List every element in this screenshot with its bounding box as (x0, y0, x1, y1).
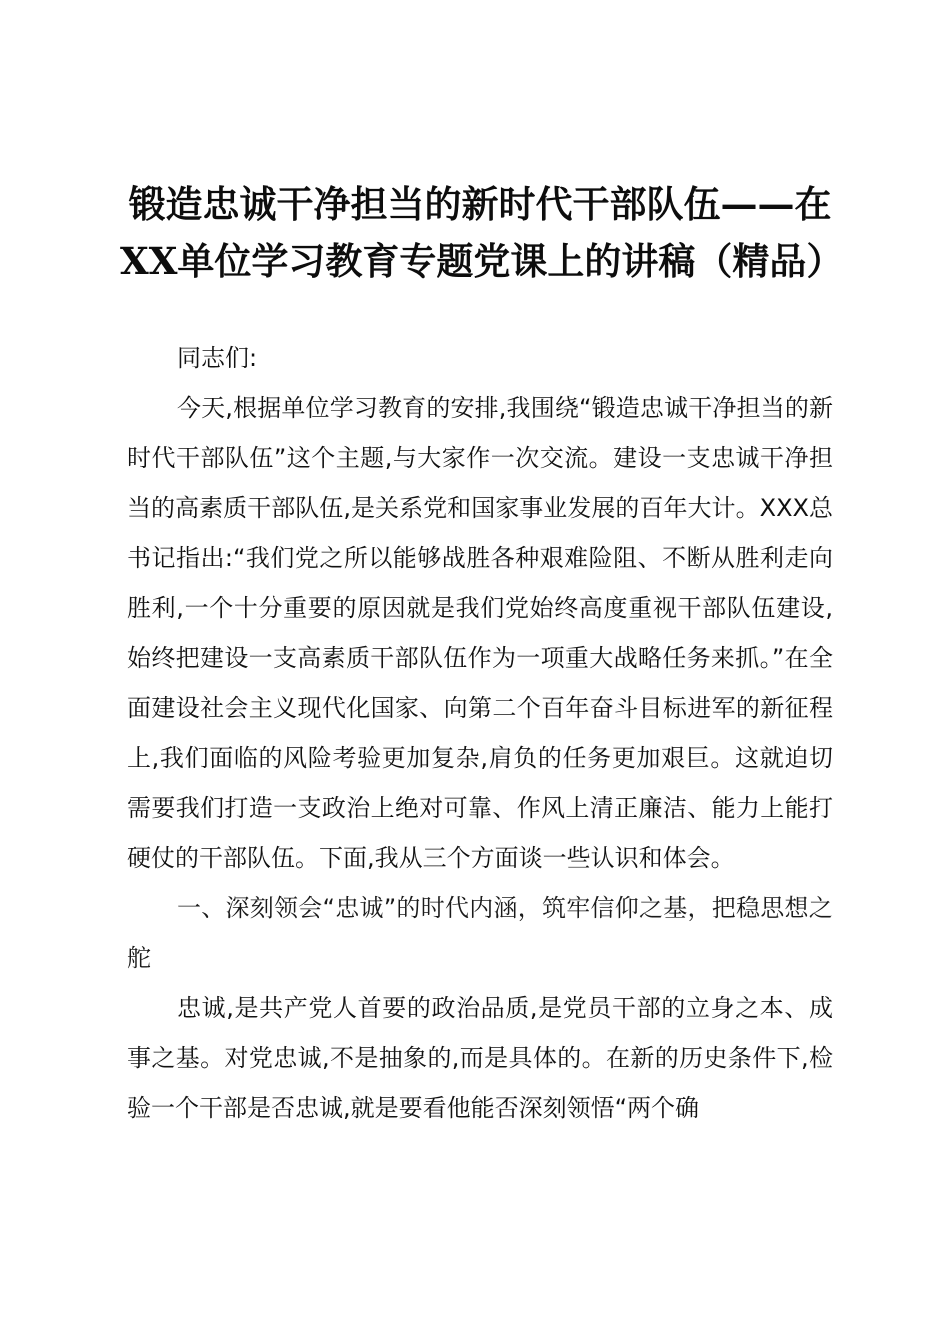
document-title: 锻造忠诚干净担当的新时代干部队伍——在XX单位学习教育专题党课上的讲稿（精品） (120, 182, 844, 283)
intro-paragraph: 今天,根据单位学习教育的安排,我围绕“锻造忠诚干净担当的新时代干部队伍”这个主题,与大家作一次交流。建设一支忠诚干净担当的高素质干部队伍,是关系党和国家事业发展的百年大计。XXX总书记指出:“我们党之所以能够战胜各种艰难险阻、不断从胜利走向胜利,一个十分重要的原因就是我们党始终高度重视干部队伍建设,始终把建设一支高素质干部队伍作为一项重大战略任务来抓。”在全面建设社会主义现代化国家、向第二个百年奋斗目标进军的新征程上,我们面临的风险考验更加复杂,肩负的任务更加艰巨。这就迫切需要我们打造一支政治上绝对可靠、作风上清正廉洁、能力上能打硬仗的干部队伍。下面,我从三个方面谈一些认识和体会。 (127, 394, 833, 872)
salutation: 同志们: (177, 344, 258, 372)
document-body (127, 333, 833, 1133)
section-heading: 一、深刻领会“忠诚”的时代内涵，筑牢信仰之基，把稳思想之舵 (127, 894, 833, 972)
section-paragraph: 忠诚,是共产党人首要的政治品质,是党员干部的立身之本、成事之基。对党忠诚,不是抽象的,而是具体的。在新的历史条件下,检验一个干部是否忠诚,就是要看他能否深刻领悟“两个确 (127, 994, 833, 1122)
